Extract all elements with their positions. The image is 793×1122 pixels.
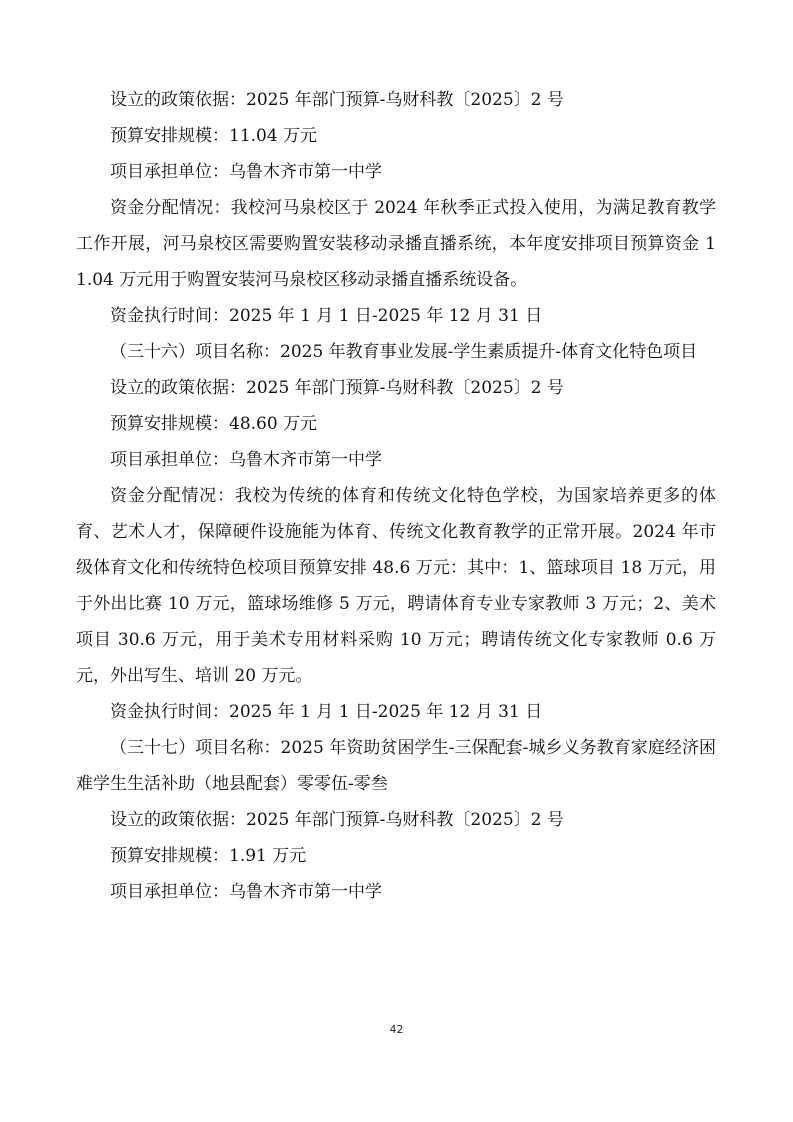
document-body (76, 82, 716, 910)
project-37-title: （三十七）项目名称：2025 年资助贫困学生-三保配套-城乡义务教育家庭经济困难学生生活补助（地县配套）零零伍-零叁 (76, 738, 716, 794)
page-number: 42 (389, 1023, 404, 1036)
project-36-title: （三十六）项目名称：2025 年教育事业发展-学生素质提升-体育文化特色项目 (110, 342, 698, 362)
budget-scale-line: 预算安排规模：1.91 万元 (110, 846, 307, 866)
budget-scale-line: 预算安排规模：48.60 万元 (110, 414, 318, 434)
policy-basis-line: 设立的政策依据：2025 年部门预算-乌财科教〔2025〕2 号 (110, 378, 564, 398)
budget-scale-line: 预算安排规模：11.04 万元 (110, 126, 318, 146)
responsible-unit-line: 项目承担单位：乌鲁木齐市第一中学 (110, 450, 382, 470)
fund-allocation-paragraph: 资金分配情况：我校河马泉校区于 2024 年秋季正式投入使用，为满足教育教学工作开展，河马泉校区需要购置安装移动录播直播系统，本年度安排项目预算资金 11.04 万元用于购置安装河马泉校区移动录播直播系统设备。 (76, 198, 716, 290)
fund-allocation-paragraph: 资金分配情况：我校为传统的体育和传统文化特色学校，为国家培养更多的体育、艺术人才，保障硬件设施能为体育、传统文化教育教学的正常开展。2024 年市级体育文化和传统特色校项目预算安排 48.6 万元：其中：1、篮球项目 18 万元，用于外出比赛 10 万元，篮球场维修 5 万元，聘请体育专业专家教师 3 万元；2、美术项目 30.6 万元，用于美术专用材料采购 10 万元；聘请传统文化专家教师 0.6 万元，外出写生、培训 20 万元。 (76, 486, 716, 686)
policy-basis-line: 设立的政策依据：2025 年部门预算-乌财科教〔2025〕2 号 (110, 90, 564, 110)
execution-time-line: 资金执行时间：2025 年 1 月 1 日-2025 年 12 月 31 日 (110, 306, 543, 326)
policy-basis-line: 设立的政策依据：2025 年部门预算-乌财科教〔2025〕2 号 (110, 810, 564, 830)
responsible-unit-line: 项目承担单位：乌鲁木齐市第一中学 (110, 162, 382, 182)
execution-time-line: 资金执行时间：2025 年 1 月 1 日-2025 年 12 月 31 日 (110, 702, 543, 722)
responsible-unit-line: 项目承担单位：乌鲁木齐市第一中学 (110, 882, 382, 902)
